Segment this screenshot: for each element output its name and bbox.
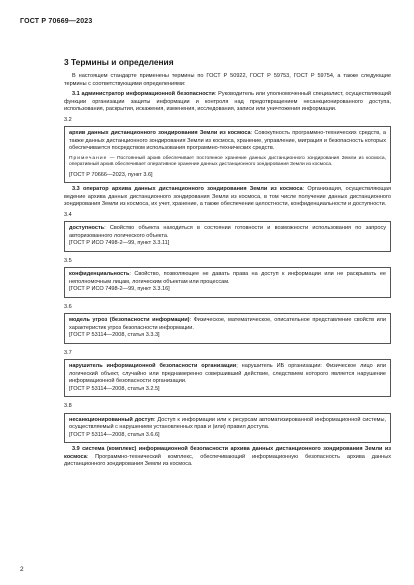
note-label: Примечание	[69, 155, 108, 161]
term-box-3-2	[64, 126, 391, 183]
term-box-3-4	[64, 221, 391, 252]
term-3-9	[64, 446, 391, 469]
term-source: [ГОСТ Р 70666—2023, пункт 3.6]	[69, 171, 153, 178]
term-name: модель угроз (безопасности информации)	[69, 317, 190, 324]
term-box-3-8	[64, 413, 391, 444]
term-definition: ; нарушитель ИБ организации: Физическое лицо или логический объект, случайно или преднамеренно совершивший действие, следствием которого является нарушение информационной безопасности организации.	[69, 363, 387, 385]
term-definition: : Свойство объекта находиться в состоянии готовности и возможности использования по запросу авторизованного логического объекта.	[69, 225, 386, 239]
term-name: администратор информационной безопасности	[81, 91, 215, 97]
term-number: 3.3	[72, 186, 80, 193]
term-number-3-2: 3.2	[64, 116, 72, 123]
term-number: 3.1	[72, 91, 80, 97]
term-definition: : Физическое, математическое, описательное представление свойств или характеристик угроз безопасности информации.	[69, 317, 387, 331]
term-source: [ГОСТ Р 53114—2008, статья 3.6.6]	[69, 431, 160, 438]
term-source: [ГОСТ Р ИСО 7498-2—99, пункт 3.3.11]	[69, 240, 170, 247]
term-note	[69, 156, 386, 169]
term-name: несанкционированный доступ	[69, 416, 154, 423]
term-box-3-7	[64, 359, 391, 397]
term-number-3-7: 3.7	[64, 349, 72, 356]
standard-header: ГОСТ Р 70669—2023	[20, 18, 93, 25]
term-3-3	[64, 186, 391, 209]
term-name: доступность	[69, 225, 105, 232]
intro-paragraph: В настоящем стандарте применены термины по ГОСТ Р 50922, ГОСТ Р 59753, ГОСТ Р 59754, а также следующие термины с соответствующими определениями:	[64, 73, 391, 87]
term-number-3-4: 3.4	[64, 211, 72, 218]
term-number-3-8: 3.8	[64, 403, 72, 410]
term-name: система (комплекс) информационной безопасности архива данных дистанционного зондирования Земли из космоса	[64, 446, 391, 460]
term-source: [ГОСТ Р ИСО 7498-2—99, пункт 3.3.16]	[69, 286, 170, 293]
term-name: архив данных дистанционного зондирования Земли из космоса	[69, 130, 251, 136]
term-number-3-5: 3.5	[64, 257, 72, 264]
term-source: [ГОСТ Р 53114—2008, статья 3.3.3]	[69, 332, 160, 339]
term-definition: : Совокупность программно-технических средств, а также данных дистанционного зондирования Земли из космоса, хранение, управление, миграция и безопасность которых обеспечивается посредством использования программно-технических средств.	[69, 130, 386, 151]
term-name: оператор архива данных дистанционного зондирования Земли из космоса	[82, 186, 303, 193]
section-title: 3 Термины и определения	[64, 57, 174, 67]
term-box-3-5	[64, 267, 391, 298]
term-box-3-6	[64, 313, 391, 344]
term-definition: : Свойство, позволяющее не давать права на доступ к информации или не раскрывать ее неполномочным лицам, логическим объектам или процессам.	[69, 271, 386, 285]
term-definition: : Программно-технический комплекс, обеспечивающий информационную безопасность архива данных дистанционного зондирования Земли из космоса.	[64, 453, 391, 468]
term-number: 3.9	[72, 446, 80, 453]
page-number: 2	[20, 566, 24, 573]
term-definition: : Организация, осуществляющая ведение архива данных дистанционного зондирования Земли из космоса, в том числе получение данных дистанционного зондирования Земли из космоса, их учет, хранение, а также обеспечение целостности, конфиденциальности и доступности.	[64, 186, 392, 208]
term-definition: : Руководитель или уполномоченный специалист, осуществляющий функции организации защиты информации и контроля над предотвращением несанкционированного доступа, использования, раскрытия, искажения, изменения, исследования, записи или уничтожения информации.	[64, 91, 391, 112]
note-text: — Постоянный архив обеспечивает постоянное хранение данных дистанционного зондирования Земли из космоса, оперативный архив обеспечивает оперативное хранение данных дистанционного зондирования Земли из космоса.	[69, 155, 386, 168]
term-definition: : Доступ к информации или к ресурсам автоматизированной информационной системы, осуществляемый с нарушением установленных прав и (или) правил доступа.	[69, 416, 387, 431]
term-number-3-6: 3.6	[64, 303, 72, 310]
term-name: нарушитель информационной безопасности организации	[69, 363, 237, 370]
section-body	[64, 73, 391, 469]
term-source: [ГОСТ Р 53114—2008, статья 3.2.5]	[69, 385, 160, 392]
term-3-1	[64, 91, 391, 114]
term-name: конфиденциальность	[69, 271, 130, 278]
